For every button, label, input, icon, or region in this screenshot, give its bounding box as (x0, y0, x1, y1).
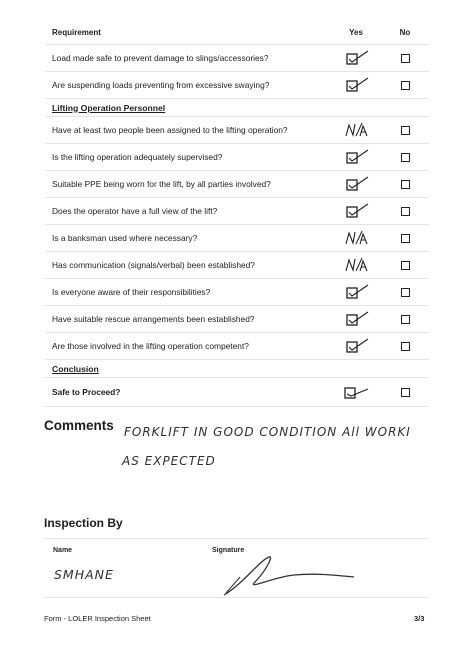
safe-to-proceed-row (45, 378, 429, 407)
no-checkbox[interactable] (401, 342, 410, 351)
no-cell (381, 171, 429, 198)
no-cell (381, 333, 429, 360)
requirement-text: Suitable PPE being worn for the lift, by all parties involved? (45, 171, 331, 198)
yes-cell (331, 144, 381, 171)
no-checkbox[interactable] (401, 288, 410, 297)
no-checkbox[interactable] (401, 315, 410, 324)
yes-cell (331, 378, 381, 407)
table-row (45, 306, 429, 333)
inspection-by-heading: Inspection By (44, 516, 123, 530)
top-rows (45, 45, 429, 99)
requirement-text: Have suitable rescue arrangements been established? (45, 306, 331, 333)
yes-checkbox-ticked[interactable] (342, 201, 370, 221)
no-checkbox[interactable] (401, 261, 410, 270)
yes-column-header: Yes (331, 20, 381, 45)
yes-cell (331, 279, 381, 306)
yes-cell (331, 72, 381, 99)
table-row (45, 198, 429, 225)
no-cell (381, 45, 429, 72)
na-handwritten-mark (342, 255, 370, 275)
yes-checkbox-ticked[interactable] (342, 309, 370, 329)
footer-form-title: Form - LOLER Inspection Sheet (44, 614, 151, 623)
requirement-text: Does the operator have a full view of the lift? (45, 198, 331, 225)
requirement-text: Is a banksman used where necessary? (45, 225, 331, 252)
requirement-column-header: Requirement (45, 20, 331, 45)
yes-cell (331, 45, 381, 72)
table-row (45, 333, 429, 360)
no-checkbox[interactable] (401, 54, 410, 63)
conclusion-section (45, 360, 429, 407)
table-row (45, 144, 429, 171)
table-row (45, 117, 429, 144)
requirement-text: Are suspending loads preventing from excessive swaying? (45, 72, 331, 99)
no-cell (381, 72, 429, 99)
requirement-text: Are those involved in the lifting operation competent? (45, 333, 331, 360)
inspector-name-handwriting: SMHANE (54, 567, 114, 582)
yes-cell (331, 225, 381, 252)
no-checkbox[interactable] (401, 153, 410, 162)
yes-cell (331, 171, 381, 198)
no-checkbox[interactable] (401, 207, 410, 216)
no-checkbox[interactable] (401, 388, 410, 397)
yes-cell (331, 198, 381, 225)
table-row (45, 252, 429, 279)
yes-cell (331, 117, 381, 144)
yes-checkbox-ticked[interactable] (342, 75, 370, 95)
na-handwritten-mark (342, 120, 370, 140)
yes-checkbox-ticked[interactable] (342, 174, 370, 194)
comment-handwriting-line-1: FORKLIFT IN GOOD CONDITION All WORKI (124, 425, 411, 439)
no-cell (381, 279, 429, 306)
no-checkbox[interactable] (401, 126, 410, 135)
no-checkbox[interactable] (401, 180, 410, 189)
comment-handwriting-line-2: AS EXPECTED (122, 454, 216, 468)
requirement-text: Have at least two people been assigned to the lifting operation? (45, 117, 331, 144)
section-heading-conclusion: Conclusion (45, 360, 429, 378)
yes-checkbox-ticked[interactable] (342, 147, 370, 167)
comments-heading: Comments (44, 418, 114, 433)
requirement-text: Is everyone aware of their responsibilities? (45, 279, 331, 306)
no-cell (381, 225, 429, 252)
section-header-row (45, 99, 429, 117)
personnel-section (45, 99, 429, 117)
signature-scribble (214, 553, 364, 597)
yes-checkbox-ticked[interactable] (342, 336, 370, 356)
no-cell (381, 378, 429, 407)
no-cell (381, 144, 429, 171)
footer-page-number: 3/3 (414, 614, 425, 623)
table-header-row (45, 20, 429, 45)
no-cell (381, 117, 429, 144)
no-cell (381, 306, 429, 333)
table-row (45, 279, 429, 306)
yes-cell (331, 333, 381, 360)
signature-label: Signature (212, 547, 245, 554)
yes-checkbox-ticked[interactable] (342, 48, 370, 68)
section-header-row (45, 360, 429, 378)
table-row (45, 171, 429, 198)
safe-to-proceed-label: Safe to Proceed? (45, 378, 331, 407)
yes-cell (331, 306, 381, 333)
no-cell (381, 252, 429, 279)
table-row (45, 72, 429, 99)
no-checkbox[interactable] (401, 234, 410, 243)
yes-cell (331, 252, 381, 279)
yes-checkbox-ticked[interactable] (342, 282, 370, 302)
name-label: Name (53, 547, 73, 554)
requirement-text: Load made safe to prevent damage to slings/accessories? (45, 45, 331, 72)
no-checkbox[interactable] (401, 81, 410, 90)
requirement-text: Has communication (signals/verbal) been established? (45, 252, 331, 279)
requirements-table (45, 20, 429, 407)
na-handwritten-mark (342, 228, 370, 248)
yes-checkbox-ticked[interactable] (342, 382, 370, 402)
personnel-rows (45, 117, 429, 360)
no-cell (381, 198, 429, 225)
table-row (45, 225, 429, 252)
section-heading-personnel: Lifting Operation Personnel (45, 99, 429, 117)
table-row (45, 45, 429, 72)
requirement-text: Is the lifting operation adequately supervised? (45, 144, 331, 171)
no-column-header: No (381, 20, 429, 45)
